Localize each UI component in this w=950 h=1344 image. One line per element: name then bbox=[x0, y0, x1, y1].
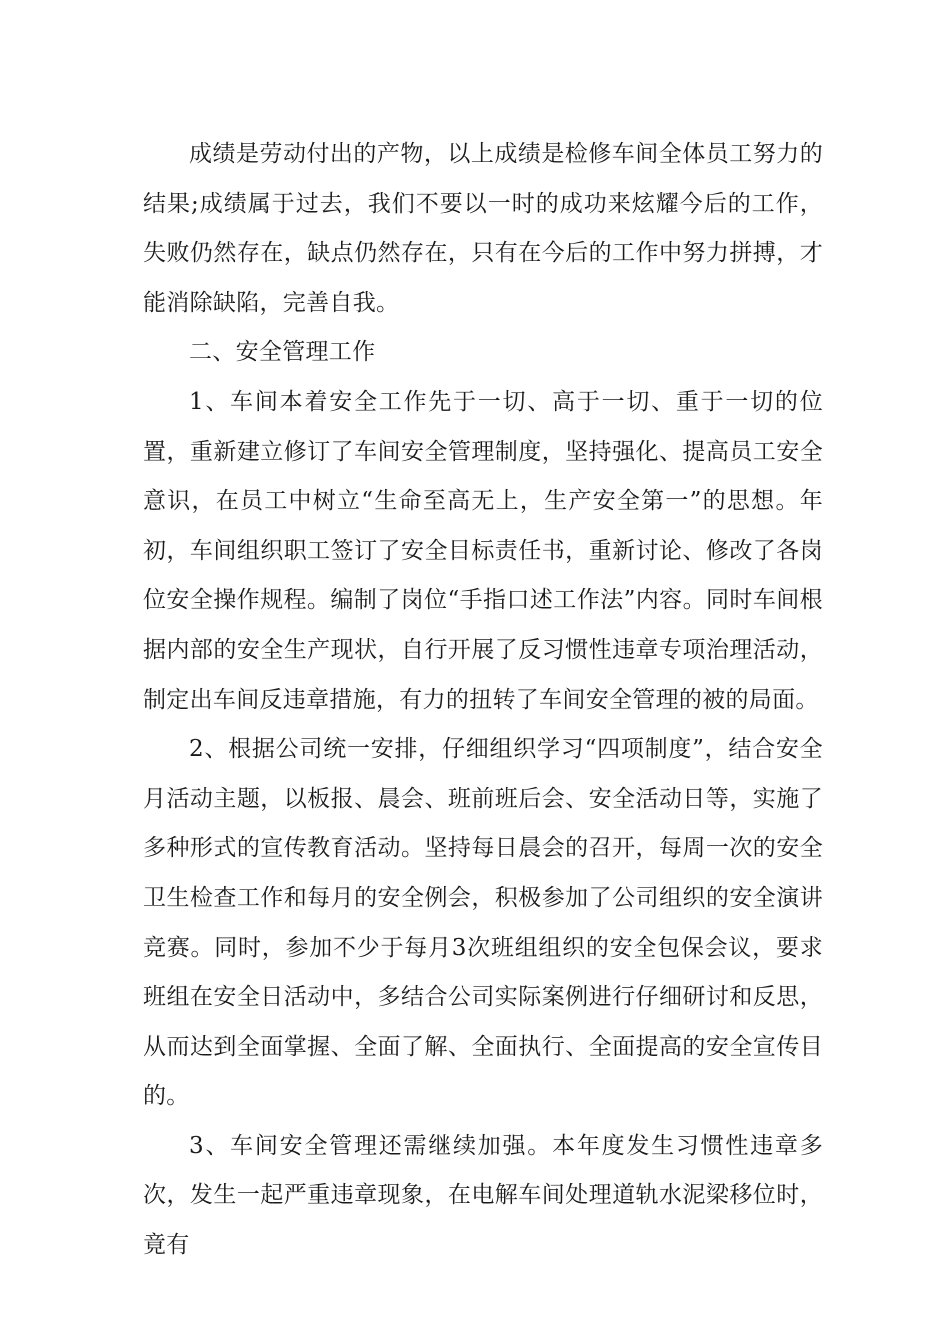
paragraph-safety-item-3: 3、车间安全管理还需继续加强。本年度发生习惯性违章多次，发生一起严重违章现象，在电解车间处理道轨水泥梁移位时，竟有 bbox=[143, 1132, 823, 1259]
document-body bbox=[143, 130, 823, 1271]
paragraph-safety-item-2: 2、根据公司统一安排，仔细组织学习“四项制度”，结合安全月活动主题，以板报、晨会、班前班后会、安全活动日等，实施了多种形式的宣传教育活动。坚持每日晨会的召开，每周一次的安全卫生检查工作和每月的安全例会，积极参加了公司组织的安全演讲竞赛。同时，参加不少于每月3次班组组织的安全包保会议，要求班组在安全日活动中，多结合公司实际案例进行仔细研讨和反思，从而达到全面掌握、全面了解、全面执行、全面提高的安全宣传目的。 bbox=[143, 736, 823, 1110]
section-heading-safety-management: 二、安全管理工作 bbox=[189, 339, 376, 366]
paragraph-safety-item-1: 1、车间本着安全工作先于一切、高于一切、重于一切的位置，重新建立修订了车间安全管理制度，坚持强化、提高员工安全意识，在员工中树立“生命至高无上，生产安全第一”的思想。年初，车间组织职工签订了安全目标责任书，重新讨论、修改了各岗位安全操作规程。编制了岗位“手指口述工作法”内容。同时车间根据内部的安全生产现状，自行开展了反习惯性违章专项治理活动，制定出车间反违章措施，有力的扭转了车间安全管理的被的局面。 bbox=[143, 388, 823, 713]
paragraph-achievements-summary: 成绩是劳动付出的产物，以上成绩是检修车间全体员工努力的结果;成绩属于过去，我们不要以一时的成功来炫耀今后的工作，失败仍然存在，缺点仍然存在，只有在今后的工作中努力拼搏，才能消除缺陷，完善自我。 bbox=[143, 141, 823, 316]
